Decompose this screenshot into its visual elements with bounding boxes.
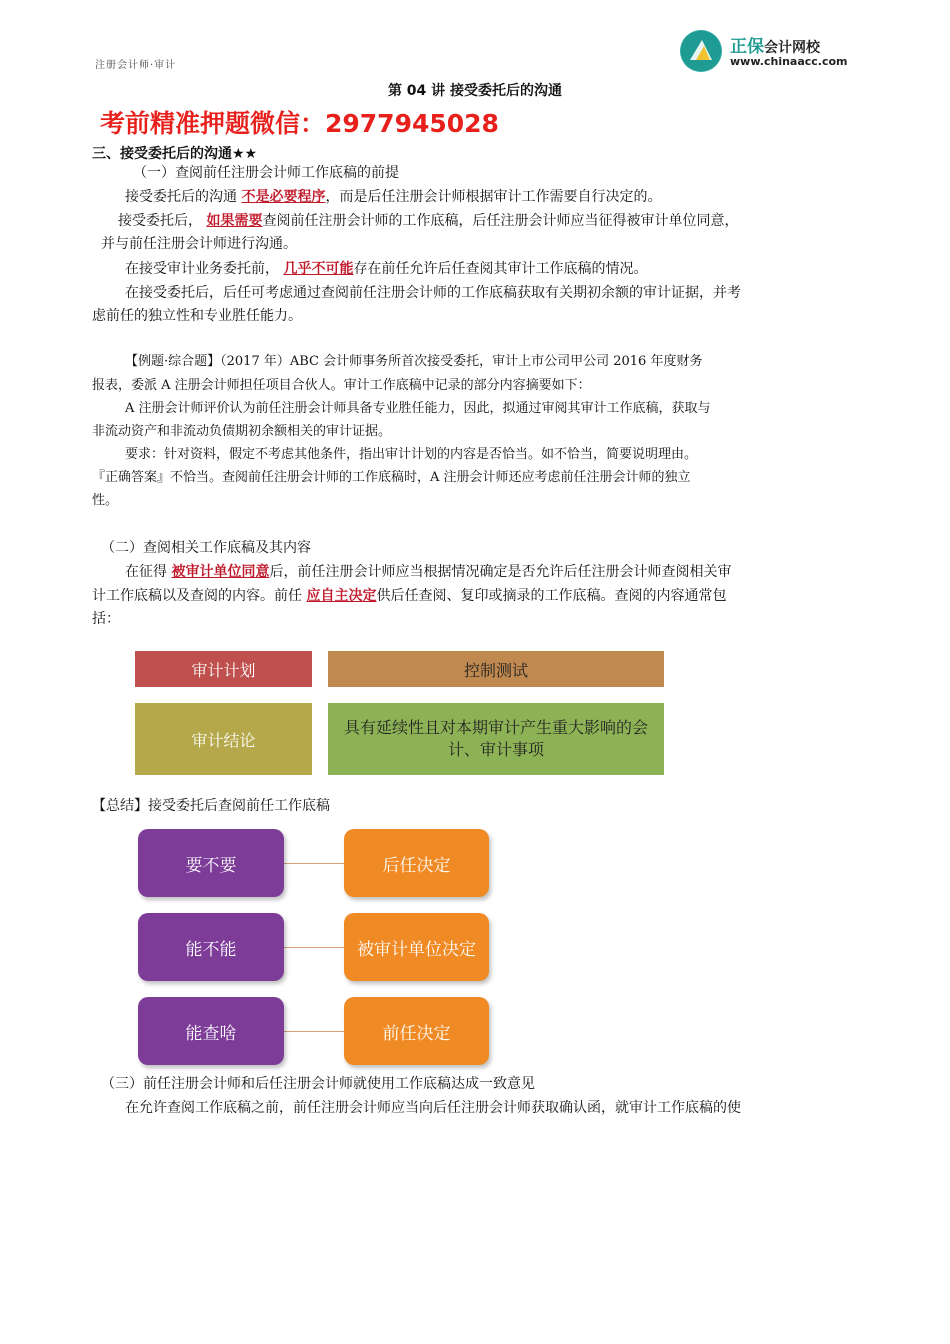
part3-paragraph: 在允许查阅工作底稿之前，前任注册会计师应当向后任注册会计师获取确认函，就审计工作底稿的使 [125, 1100, 741, 1116]
content-box-control-test: 控制测试 [328, 651, 664, 687]
content-box-audit-plan: 审计计划 [135, 651, 312, 687]
summary-question: 能不能 [138, 913, 284, 981]
keyword: 几乎不可能 [283, 261, 354, 277]
part1-paragraph-2: 接受委托后， 如果需要查阅前任注册会计师的工作底稿，后任注册会计师应当征得被审计单位同意， [118, 213, 739, 229]
example-answer-cont: 性。 [92, 493, 119, 508]
example-line: A 注册会计师评价认为前任注册会计师具备专业胜任能力，因此，拟通过审阅其审计工作底稿，获取与 [125, 401, 711, 416]
part2-paragraph-end: 括： [92, 611, 120, 627]
part3-heading: （三）前任注册会计师和后任注册会计师就使用工作底稿达成一致意见 [101, 1076, 535, 1092]
page-title: 第 04 讲 接受委托后的沟通 [387, 83, 563, 99]
summary-heading: 【总结】接受委托后查阅前任工作底稿 [92, 798, 330, 814]
content-box-continuing-matters: 具有延续性且对本期审计产生重大影响的会计、审计事项 [328, 703, 664, 775]
part2-paragraph-cont: 计工作底稿以及查阅的内容。前任 应自主决定供后任查阅、复印或摘录的工作底稿。查阅的内容通常包 [92, 588, 727, 604]
part1-paragraph-4-cont: 虑前任的独立性和专业胜任能力。 [92, 308, 302, 324]
promo-banner: 考前精准押题微信：2977945028 [100, 109, 499, 138]
part1-heading: （一）查阅前任注册会计师工作底稿的前提 [133, 165, 399, 181]
example-answer: 『正确答案』不恰当。查阅前任注册会计师的工作底稿时，A 注册会计师还应考虑前任注册会计师的独立 [92, 470, 691, 485]
logo-emblem-icon [680, 30, 722, 72]
brand-url: www.chinaacc.com [730, 55, 848, 68]
brand-sub: 会计网校 [764, 40, 820, 56]
connector-line [284, 1031, 344, 1032]
brand-name: 正保 [730, 37, 764, 57]
corner-text: 注册会计师·审计 [95, 60, 177, 71]
keyword: 被审计单位同意 [171, 564, 270, 580]
keyword: 应自主决定 [306, 588, 377, 604]
section-heading: 三、接受委托后的沟通★★ [92, 146, 258, 162]
example-line: 【例题·综合题】（2017 年）ABC 会计师事务所首次接受委托，审计上市公司甲公司 2016 年度财务 [125, 354, 703, 369]
part1-paragraph-3: 在接受审计业务委托前， 几乎不可能存在前任允许后任查阅其审计工作底稿的情况。 [125, 261, 648, 277]
example-line: 非流动资产和非流动负债期初余额相关的审计证据。 [92, 424, 392, 439]
example-line: 报表，委派 A 注册会计师担任项目合伙人。审计工作底稿中记录的部分内容摘要如下： [92, 378, 591, 393]
connector-line [284, 947, 344, 948]
summary-answer: 前任决定 [344, 997, 489, 1065]
part1-paragraph-1: 接受委托后的沟通 不是必要程序，而是后任注册会计师根据审计工作需要自行决定的。 [125, 189, 662, 205]
summary-answer: 后任决定 [344, 829, 489, 897]
brand-logo [680, 30, 880, 74]
part2-heading: （二）查阅相关工作底稿及其内容 [101, 540, 311, 556]
part1-paragraph-2-cont: 并与前任注册会计师进行沟通。 [101, 236, 297, 252]
content-box-audit-conclusion: 审计结论 [135, 703, 312, 775]
connector-line [284, 863, 344, 864]
summary-question: 要不要 [138, 829, 284, 897]
summary-answer: 被审计单位决定 [344, 913, 489, 981]
keyword: 不是必要程序 [241, 189, 326, 205]
part2-paragraph: 在征得 被审计单位同意后，前任注册会计师应当根据情况确定是否允许后任注册会计师查阅相关审 [125, 564, 732, 580]
summary-question: 能查啥 [138, 997, 284, 1065]
keyword: 如果需要 [206, 213, 263, 229]
example-line: 要求：针对资料，假定不考虑其他条件，指出审计计划的内容是否恰当。如不恰当，简要说明理由。 [125, 447, 698, 462]
part1-paragraph-4: 在接受委托后，后任可考虑通过查阅前任注册会计师的工作底稿获取有关期初余额的审计证据，并考 [125, 285, 741, 301]
